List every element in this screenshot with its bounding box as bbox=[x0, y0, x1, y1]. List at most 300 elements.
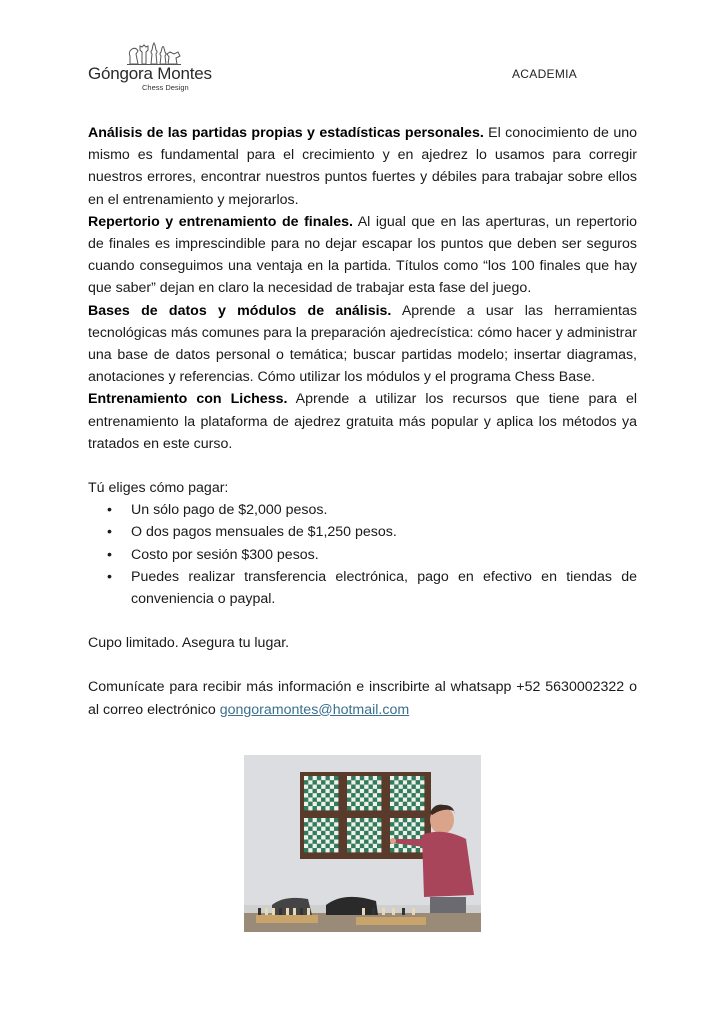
board-square bbox=[390, 818, 394, 822]
board-square bbox=[347, 780, 351, 784]
board-square bbox=[369, 785, 373, 789]
board-square bbox=[356, 840, 360, 844]
board-square bbox=[369, 818, 373, 822]
board-square bbox=[412, 789, 416, 793]
document-body bbox=[88, 122, 637, 721]
board-square bbox=[351, 822, 355, 826]
board-square bbox=[317, 844, 321, 848]
board-square bbox=[321, 835, 325, 839]
board-square bbox=[347, 776, 351, 780]
board-square bbox=[308, 793, 312, 797]
topic-text: Aprende a usar las herramientas tecnológicas más comunes para la preparación ajedrecística: cómo hacer y administrar una base de datos personal o temática; buscar partidas modelo; insertar diagramas, anotaciones y referencias. Cómo utilizar los módulos y el programa Chess Base. bbox=[88, 302, 637, 386]
board-square bbox=[304, 835, 308, 839]
board-square bbox=[317, 802, 321, 806]
board-square bbox=[364, 844, 368, 848]
board-square bbox=[313, 844, 317, 848]
board-square bbox=[416, 818, 420, 822]
board-square bbox=[347, 840, 351, 844]
board-square bbox=[399, 798, 403, 802]
board-square bbox=[364, 848, 368, 852]
board-square bbox=[390, 827, 394, 831]
board-square bbox=[360, 848, 364, 852]
board-square bbox=[356, 848, 360, 852]
board-square bbox=[351, 789, 355, 793]
board-square bbox=[326, 840, 330, 844]
board-square bbox=[360, 806, 364, 810]
board-square bbox=[304, 806, 308, 810]
board-square bbox=[394, 827, 398, 831]
board-square bbox=[416, 789, 420, 793]
board-square bbox=[351, 835, 355, 839]
topic-lichess bbox=[88, 388, 637, 455]
board-square bbox=[420, 776, 424, 780]
board-square bbox=[313, 822, 317, 826]
board-square bbox=[326, 776, 330, 780]
board-square bbox=[321, 844, 325, 848]
board-square bbox=[313, 780, 317, 784]
board-square bbox=[416, 785, 420, 789]
board-square bbox=[416, 793, 420, 797]
board-square bbox=[313, 793, 317, 797]
board-square bbox=[377, 835, 381, 839]
logo bbox=[86, 42, 216, 94]
contact-text: Comunícate para recibir más información e inscribirte al whatsapp +52 5630002322 o al correo electrónico bbox=[88, 679, 637, 718]
board-square bbox=[369, 789, 373, 793]
board-square bbox=[360, 793, 364, 797]
board-square bbox=[390, 822, 394, 826]
board-square bbox=[330, 840, 334, 844]
board-square bbox=[373, 827, 377, 831]
board-square bbox=[364, 789, 368, 793]
board-square bbox=[351, 802, 355, 806]
board-square bbox=[377, 789, 381, 793]
board-square bbox=[373, 785, 377, 789]
board-square bbox=[416, 776, 420, 780]
board-square bbox=[313, 848, 317, 852]
board-square bbox=[377, 785, 381, 789]
board-square bbox=[407, 827, 411, 831]
board-square bbox=[356, 798, 360, 802]
board-square bbox=[330, 844, 334, 848]
board-square bbox=[304, 827, 308, 831]
board-square bbox=[403, 798, 407, 802]
board-square bbox=[308, 785, 312, 789]
board-square bbox=[347, 822, 351, 826]
board-square bbox=[334, 822, 338, 826]
board-square bbox=[360, 789, 364, 793]
board-square bbox=[317, 793, 321, 797]
board-square bbox=[364, 840, 368, 844]
board-square bbox=[360, 827, 364, 831]
board-square bbox=[416, 802, 420, 806]
chess-piece bbox=[279, 908, 282, 915]
board-square bbox=[420, 789, 424, 793]
board-square bbox=[403, 780, 407, 784]
board-square bbox=[326, 844, 330, 848]
board-square bbox=[326, 802, 330, 806]
board-square bbox=[317, 840, 321, 844]
board-square bbox=[308, 798, 312, 802]
board-square bbox=[403, 806, 407, 810]
board-square bbox=[377, 827, 381, 831]
board-square bbox=[356, 806, 360, 810]
board-square bbox=[377, 818, 381, 822]
board-square bbox=[364, 780, 368, 784]
board-square bbox=[369, 831, 373, 835]
board-square bbox=[394, 798, 398, 802]
board-square bbox=[334, 848, 338, 852]
board-square bbox=[420, 780, 424, 784]
call-to-action: Cupo limitado. Asegura tu lugar. bbox=[88, 635, 290, 652]
board-square bbox=[326, 835, 330, 839]
board-square bbox=[373, 848, 377, 852]
board-square bbox=[407, 848, 411, 852]
board-square bbox=[407, 780, 411, 784]
board-square bbox=[308, 780, 312, 784]
board-square bbox=[304, 785, 308, 789]
board-square bbox=[369, 776, 373, 780]
board-square bbox=[394, 806, 398, 810]
board-square bbox=[317, 806, 321, 810]
board-square bbox=[360, 776, 364, 780]
board-square bbox=[356, 802, 360, 806]
board-square bbox=[304, 793, 308, 797]
chess-piece bbox=[272, 908, 275, 915]
board-square bbox=[412, 802, 416, 806]
chess-piece bbox=[402, 908, 405, 915]
board-square bbox=[347, 806, 351, 810]
board-square bbox=[420, 818, 424, 822]
board-square bbox=[403, 776, 407, 780]
board-square bbox=[394, 818, 398, 822]
topic-bases-de-datos bbox=[88, 300, 637, 389]
board-square bbox=[416, 806, 420, 810]
board-square bbox=[351, 844, 355, 848]
board-square bbox=[412, 848, 416, 852]
board-square bbox=[364, 831, 368, 835]
board-square bbox=[321, 802, 325, 806]
board-square bbox=[377, 793, 381, 797]
board-square bbox=[334, 844, 338, 848]
board-square bbox=[330, 818, 334, 822]
board-square bbox=[326, 806, 330, 810]
board-square bbox=[416, 831, 420, 835]
board-square bbox=[399, 844, 403, 848]
board-square bbox=[347, 818, 351, 822]
chess-piece bbox=[362, 908, 365, 915]
chess-piece bbox=[307, 908, 310, 915]
payment-intro: Tú eliges cómo pagar: bbox=[88, 480, 229, 497]
board-square bbox=[351, 785, 355, 789]
board-square bbox=[321, 840, 325, 844]
board-square bbox=[394, 802, 398, 806]
board-square bbox=[369, 802, 373, 806]
board-square bbox=[373, 818, 377, 822]
board-square bbox=[364, 818, 368, 822]
board-square bbox=[334, 831, 338, 835]
board-square bbox=[403, 793, 407, 797]
board-square bbox=[330, 802, 334, 806]
board-square bbox=[308, 822, 312, 826]
board-square bbox=[403, 785, 407, 789]
board-square bbox=[390, 798, 394, 802]
board-square bbox=[347, 793, 351, 797]
board-square bbox=[416, 827, 420, 831]
board-square bbox=[313, 798, 317, 802]
board-square bbox=[356, 780, 360, 784]
board-square bbox=[360, 835, 364, 839]
photo-illustration bbox=[244, 755, 481, 932]
board-square bbox=[334, 798, 338, 802]
board-square bbox=[321, 818, 325, 822]
board-square bbox=[399, 848, 403, 852]
board-square bbox=[390, 848, 394, 852]
board-square bbox=[356, 844, 360, 848]
board-square bbox=[399, 793, 403, 797]
board-square bbox=[330, 780, 334, 784]
board-square bbox=[364, 798, 368, 802]
board-square bbox=[321, 848, 325, 852]
board-square bbox=[351, 793, 355, 797]
chess-piece bbox=[372, 908, 375, 915]
board-square bbox=[407, 806, 411, 810]
board-square bbox=[356, 776, 360, 780]
board-square bbox=[356, 822, 360, 826]
board-square bbox=[356, 818, 360, 822]
board-square bbox=[399, 806, 403, 810]
board-square bbox=[364, 835, 368, 839]
board-square bbox=[369, 793, 373, 797]
board-square bbox=[326, 822, 330, 826]
board-square bbox=[304, 798, 308, 802]
board-square bbox=[321, 780, 325, 784]
board-square bbox=[317, 831, 321, 835]
board-square bbox=[334, 802, 338, 806]
board-square bbox=[330, 822, 334, 826]
board-square bbox=[313, 840, 317, 844]
payment-option: • O dos pagos mensuales de $1,250 pesos. bbox=[131, 521, 637, 543]
board-square bbox=[313, 818, 317, 822]
board-square bbox=[313, 802, 317, 806]
board-square bbox=[330, 785, 334, 789]
board-square bbox=[356, 785, 360, 789]
board-square bbox=[308, 835, 312, 839]
board-square bbox=[321, 798, 325, 802]
board-square bbox=[407, 831, 411, 835]
board-square bbox=[347, 798, 351, 802]
board-square bbox=[394, 848, 398, 852]
board-square bbox=[360, 844, 364, 848]
board-square bbox=[390, 793, 394, 797]
board-square bbox=[304, 789, 308, 793]
board-square bbox=[369, 780, 373, 784]
board-square bbox=[399, 789, 403, 793]
board-square bbox=[351, 831, 355, 835]
board-square bbox=[356, 789, 360, 793]
board-square bbox=[407, 776, 411, 780]
board-square bbox=[369, 822, 373, 826]
board-square bbox=[304, 802, 308, 806]
board-square bbox=[347, 848, 351, 852]
board-square bbox=[369, 840, 373, 844]
board-square bbox=[399, 818, 403, 822]
board-square bbox=[360, 818, 364, 822]
board-square bbox=[364, 776, 368, 780]
board-square bbox=[304, 848, 308, 852]
payment-option: • Costo por sesión $300 pesos. bbox=[131, 544, 637, 566]
board-square bbox=[373, 806, 377, 810]
board-square bbox=[416, 848, 420, 852]
board-square bbox=[304, 831, 308, 835]
board-square bbox=[330, 848, 334, 852]
board-square bbox=[360, 802, 364, 806]
board-square bbox=[330, 806, 334, 810]
board-square bbox=[347, 827, 351, 831]
board-square bbox=[420, 785, 424, 789]
payment-option: • Puedes realizar transferencia electrónica, pago en efectivo en tiendas de conveniencia o paypal. bbox=[131, 566, 637, 610]
board-square bbox=[407, 822, 411, 826]
chess-piece bbox=[293, 908, 296, 915]
board-square bbox=[356, 835, 360, 839]
board-square bbox=[326, 798, 330, 802]
board-square bbox=[347, 785, 351, 789]
board-square bbox=[364, 827, 368, 831]
board-square bbox=[399, 802, 403, 806]
board-square bbox=[330, 827, 334, 831]
chess-piece bbox=[286, 908, 289, 915]
board-square bbox=[308, 802, 312, 806]
board-square bbox=[373, 831, 377, 835]
board-square bbox=[403, 848, 407, 852]
logo-subtitle: Chess Design bbox=[142, 83, 189, 92]
board-square bbox=[420, 798, 424, 802]
board-square bbox=[373, 840, 377, 844]
board-square bbox=[304, 776, 308, 780]
board-square bbox=[394, 785, 398, 789]
board-square bbox=[351, 848, 355, 852]
board-square bbox=[420, 822, 424, 826]
board-square bbox=[321, 806, 325, 810]
board-square bbox=[321, 822, 325, 826]
board-square bbox=[373, 776, 377, 780]
board-square bbox=[330, 835, 334, 839]
board-square bbox=[369, 835, 373, 839]
board-square bbox=[412, 827, 416, 831]
board-square bbox=[373, 844, 377, 848]
topic-repertorio bbox=[88, 211, 637, 300]
board-square bbox=[373, 835, 377, 839]
topic-title: Entrenamiento con Lichess. bbox=[88, 391, 288, 408]
board-square bbox=[313, 789, 317, 793]
board-square bbox=[317, 776, 321, 780]
board-square bbox=[403, 822, 407, 826]
board-square bbox=[313, 831, 317, 835]
board-square bbox=[347, 831, 351, 835]
board-square bbox=[308, 776, 312, 780]
board-square bbox=[308, 840, 312, 844]
board-square bbox=[330, 789, 334, 793]
board-square bbox=[373, 789, 377, 793]
board-square bbox=[377, 798, 381, 802]
board-square bbox=[304, 780, 308, 784]
chess-piece bbox=[412, 908, 415, 915]
board-square bbox=[313, 827, 317, 831]
board-square bbox=[317, 822, 321, 826]
board-square bbox=[304, 844, 308, 848]
board-square bbox=[390, 806, 394, 810]
board-square bbox=[356, 831, 360, 835]
chess-piece bbox=[258, 908, 261, 915]
board-square bbox=[412, 776, 416, 780]
board-square bbox=[412, 798, 416, 802]
board-square bbox=[308, 844, 312, 848]
board-square bbox=[334, 785, 338, 789]
board-square bbox=[399, 822, 403, 826]
board-square bbox=[377, 802, 381, 806]
board-square bbox=[403, 818, 407, 822]
board-square bbox=[334, 789, 338, 793]
board-square bbox=[377, 806, 381, 810]
payment-options bbox=[88, 499, 637, 610]
board-square bbox=[308, 806, 312, 810]
board-square bbox=[369, 806, 373, 810]
board-square bbox=[351, 818, 355, 822]
topic-title: Bases de datos y módulos de análisis. bbox=[88, 302, 392, 319]
board-square bbox=[373, 793, 377, 797]
board-square bbox=[373, 780, 377, 784]
board-square bbox=[412, 831, 416, 835]
board-square bbox=[377, 831, 381, 835]
board-square bbox=[373, 798, 377, 802]
board-square bbox=[360, 785, 364, 789]
board-square bbox=[313, 835, 317, 839]
board-square bbox=[356, 793, 360, 797]
board-square bbox=[351, 827, 355, 831]
board-square bbox=[390, 802, 394, 806]
board-square bbox=[364, 802, 368, 806]
email-link[interactable]: gongoramontes@hotmail.com bbox=[219, 701, 410, 718]
board-square bbox=[369, 844, 373, 848]
board-square bbox=[407, 789, 411, 793]
board-square bbox=[416, 780, 420, 784]
board-square bbox=[351, 840, 355, 844]
chess-piece bbox=[300, 908, 303, 915]
board-square bbox=[403, 802, 407, 806]
board-square bbox=[326, 827, 330, 831]
topic-title: Repertorio y entrenamiento de finales. bbox=[88, 213, 353, 230]
board-square bbox=[308, 789, 312, 793]
board-square bbox=[326, 831, 330, 835]
board-square bbox=[347, 844, 351, 848]
topic-text: Aprende a utilizar los recursos que tiene para el entrenamiento la plataforma de ajedrez gratuita más popular y aplica los métodos ya tratados en este curso. bbox=[88, 391, 637, 452]
board-square bbox=[326, 789, 330, 793]
board-square bbox=[390, 780, 394, 784]
chess-pieces-icon bbox=[126, 42, 182, 66]
board-square bbox=[412, 818, 416, 822]
chess-piece bbox=[265, 908, 268, 915]
board-square bbox=[369, 827, 373, 831]
board-square bbox=[334, 793, 338, 797]
board-square bbox=[321, 831, 325, 835]
board-square bbox=[330, 776, 334, 780]
board-square bbox=[399, 835, 403, 839]
topic-title: Análisis de las partidas propias y estadísticas personales. bbox=[88, 125, 484, 141]
board-square bbox=[377, 776, 381, 780]
board-square bbox=[416, 835, 420, 839]
board-square bbox=[407, 835, 411, 839]
board-square bbox=[360, 822, 364, 826]
board-square bbox=[321, 776, 325, 780]
